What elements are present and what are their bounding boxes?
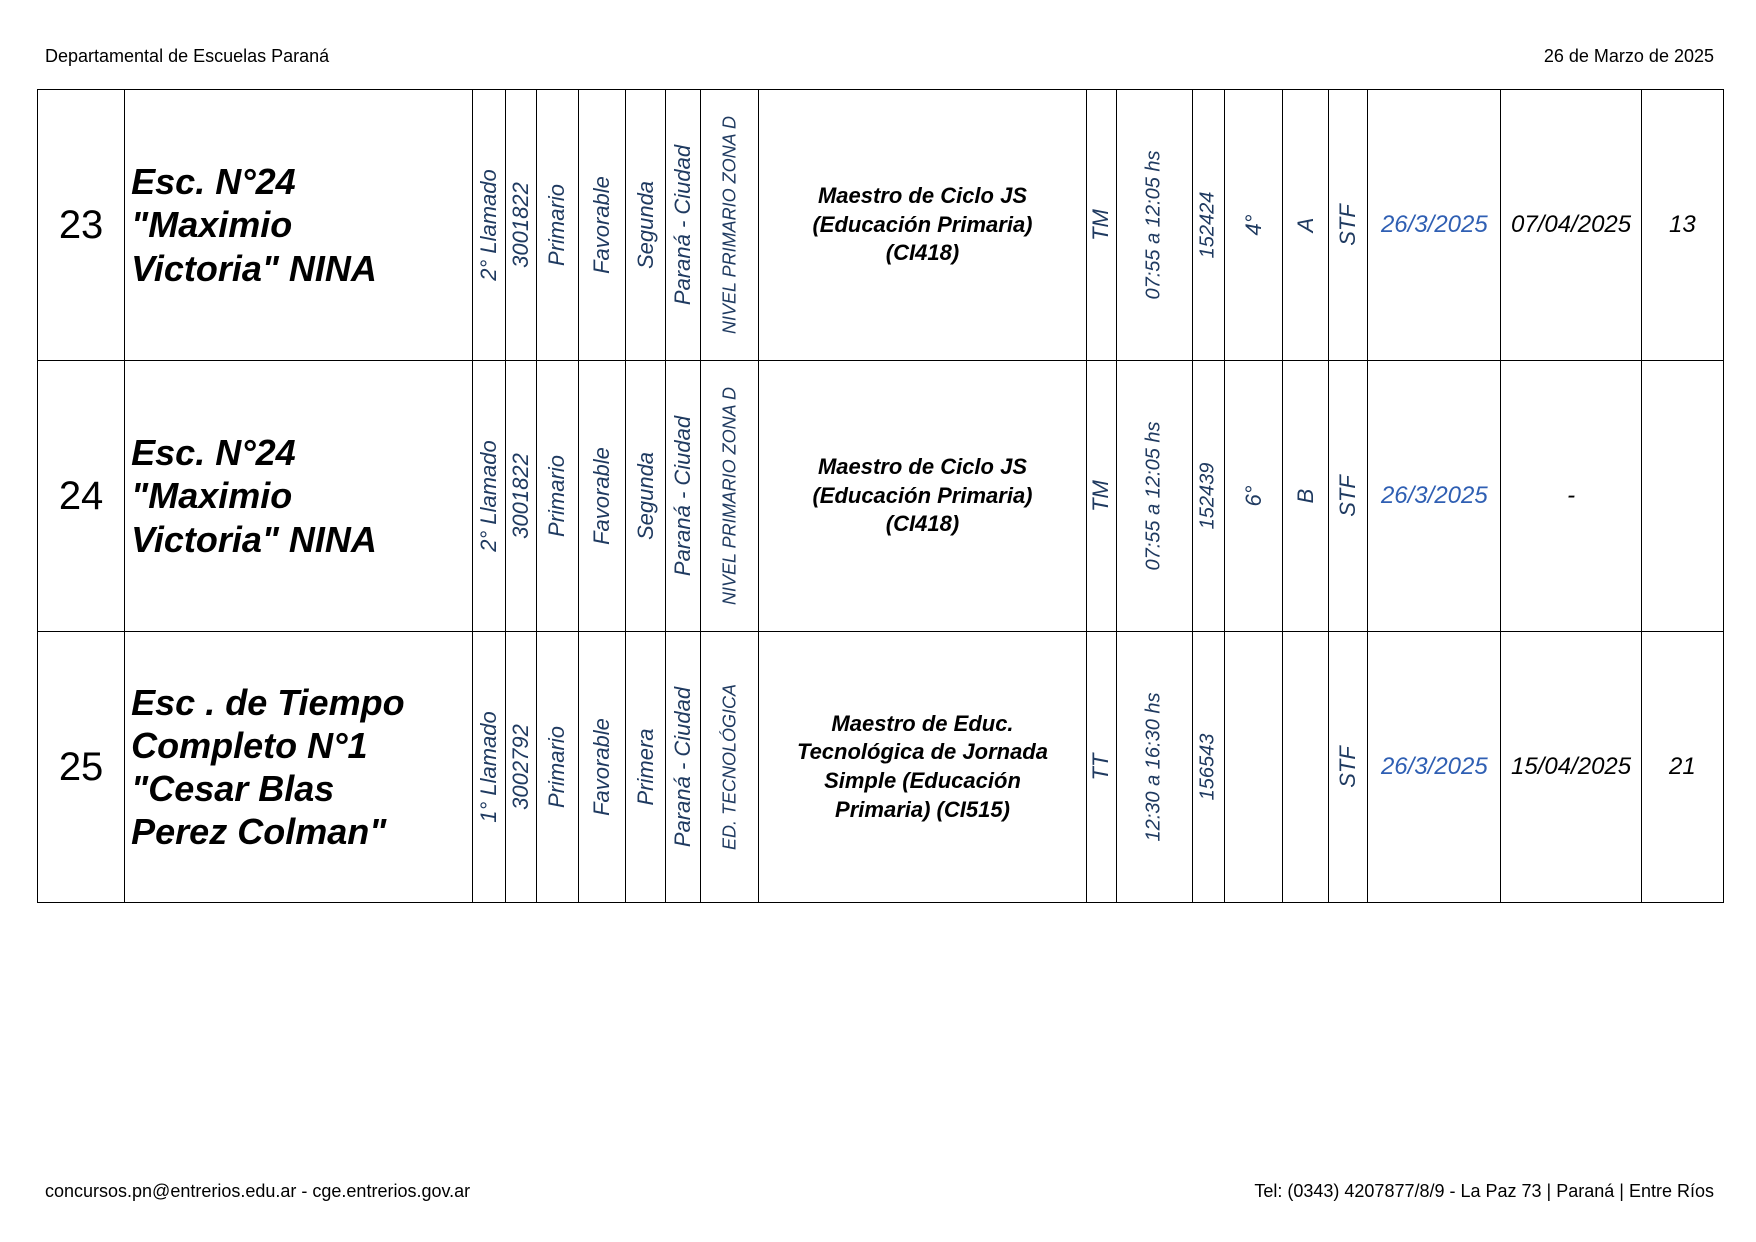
caracter: STF	[1335, 204, 1361, 246]
school-name	[125, 90, 473, 361]
dias: 21	[1641, 632, 1723, 903]
localidad: Paraná - Ciudad	[670, 686, 696, 848]
grado-cell	[1224, 361, 1282, 632]
llamado-cell	[472, 90, 505, 361]
cargo-cell	[759, 632, 1087, 903]
zona-cell	[578, 632, 625, 903]
school-line: Esc. N°24	[131, 161, 296, 203]
categoria: Segunda	[632, 180, 658, 270]
cargo-line: Primaria) (CI515)	[835, 796, 1010, 822]
row-number: 23	[38, 90, 125, 361]
direccion: NIVEL PRIMARIO ZONA D	[719, 386, 740, 606]
fecha: 26/3/2025	[1368, 361, 1501, 632]
table-row	[38, 90, 1724, 361]
cargo-line: (Educación Primaria)	[812, 211, 1033, 237]
cupof-cell	[1192, 361, 1224, 632]
codigo: 3001822	[507, 453, 533, 539]
footer-contact-email: concursos.pn@entrerios.edu.ar - cge.entrerios.gov.ar	[45, 1181, 471, 1201]
localidad-cell	[666, 361, 701, 632]
seccion-cell	[1283, 361, 1329, 632]
vacancies-table	[37, 89, 1724, 903]
cargo-line: Maestro de Ciclo JS	[817, 183, 1028, 209]
cupof: 156543	[1196, 733, 1219, 801]
nivel: Primario	[544, 184, 570, 266]
fecha-fin: -	[1501, 361, 1641, 632]
school-line: Victoria" NINA	[131, 518, 377, 560]
fecha: 26/3/2025	[1368, 632, 1501, 903]
cargo-line: Maestro de Ciclo JS	[817, 454, 1028, 480]
seccion: A	[1292, 217, 1318, 233]
nivel-cell	[536, 90, 578, 361]
school-line: Esc . de Tiempo	[131, 681, 405, 723]
cupof: 152439	[1196, 462, 1219, 530]
horario: 07:55 a 12:05 hs	[1142, 150, 1165, 300]
direccion-cell	[701, 361, 759, 632]
school-line: "Maximio	[131, 204, 293, 246]
turno-cell	[1086, 90, 1116, 361]
school-line: "Maximio	[131, 475, 293, 517]
llamado: 1° Llamado	[475, 711, 501, 823]
codigo-cell	[505, 90, 536, 361]
cupof: 152424	[1196, 191, 1219, 259]
zona: Favorable	[588, 176, 614, 274]
localidad-cell	[666, 632, 701, 903]
dias	[1641, 361, 1723, 632]
cupof-cell	[1192, 90, 1224, 361]
caracter-cell	[1329, 90, 1368, 361]
codigo: 3001822	[507, 182, 533, 268]
fecha: 26/3/2025	[1368, 90, 1501, 361]
nivel: Primario	[544, 455, 570, 537]
direccion-cell	[701, 90, 759, 361]
categoria-cell	[625, 632, 665, 903]
grado: 4°	[1240, 214, 1266, 236]
localidad: Paraná - Ciudad	[670, 144, 696, 306]
zona-cell	[578, 90, 625, 361]
codigo-cell	[505, 632, 536, 903]
nivel-cell	[536, 361, 578, 632]
localidad: Paraná - Ciudad	[670, 415, 696, 577]
categoria-cell	[625, 361, 665, 632]
fecha-fin: 15/04/2025	[1501, 632, 1641, 903]
nivel: Primario	[544, 726, 570, 808]
grado: 6°	[1240, 485, 1266, 507]
seccion-cell	[1283, 90, 1329, 361]
grado-cell	[1224, 90, 1282, 361]
horario: 12:30 a 16:30 hs	[1142, 692, 1165, 842]
categoria: Primera	[632, 728, 658, 806]
horario: 07:55 a 12:05 hs	[1142, 421, 1165, 571]
cargo-line: (CI418)	[885, 511, 960, 537]
turno-cell	[1086, 632, 1116, 903]
llamado-cell	[472, 361, 505, 632]
turno: TT	[1088, 753, 1114, 781]
direccion-cell	[701, 632, 759, 903]
dias: 13	[1641, 90, 1723, 361]
row-number: 24	[38, 361, 125, 632]
seccion-cell	[1283, 632, 1329, 903]
cargo-line: Simple (Educación	[824, 768, 1021, 793]
table-row	[38, 632, 1724, 903]
categoria-cell	[625, 90, 665, 361]
caracter: STF	[1335, 746, 1361, 788]
zona: Favorable	[588, 718, 614, 816]
cargo-line: (CI418)	[885, 240, 960, 266]
horario-cell	[1116, 632, 1192, 903]
direccion: ED. TECNOLÓGICA	[719, 683, 740, 851]
cargo-line: Maestro de Educ.	[831, 710, 1014, 736]
school-line: Perez Colman"	[131, 811, 387, 853]
header-left: Departamental de Escuelas Paraná	[45, 46, 330, 66]
llamado: 2° Llamado	[475, 440, 501, 552]
caracter: STF	[1335, 475, 1361, 517]
grado-cell	[1224, 632, 1282, 903]
turno-cell	[1086, 361, 1116, 632]
horario-cell	[1116, 90, 1192, 361]
nivel-cell	[536, 632, 578, 903]
horario-cell	[1116, 361, 1192, 632]
table-row	[38, 361, 1724, 632]
zona-cell	[578, 361, 625, 632]
caracter-cell	[1329, 361, 1368, 632]
fecha-fin: 07/04/2025	[1501, 90, 1641, 361]
zona: Favorable	[588, 447, 614, 545]
seccion: B	[1292, 488, 1318, 504]
codigo: 3002792	[507, 724, 533, 810]
footer-contact-address: Tel: (0343) 4207877/8/9 - La Paz 73 | Paraná | Entre Ríos	[1254, 1181, 1714, 1201]
cargo-line: (Educación Primaria)	[812, 482, 1033, 508]
school-line: Completo N°1	[131, 724, 368, 766]
cargo-cell	[759, 90, 1087, 361]
llamado: 2° Llamado	[475, 169, 501, 281]
cargo-cell	[759, 361, 1087, 632]
turno: TM	[1088, 209, 1114, 241]
row-number: 25	[38, 632, 125, 903]
header-date: 26 de Marzo de 2025	[1543, 46, 1714, 66]
localidad-cell	[666, 90, 701, 361]
llamado-cell	[472, 632, 505, 903]
codigo-cell	[505, 361, 536, 632]
direccion: NIVEL PRIMARIO ZONA D	[719, 115, 740, 335]
school-line: "Cesar Blas	[131, 768, 335, 809]
categoria: Segunda	[632, 451, 658, 541]
turno: TM	[1088, 480, 1114, 512]
cargo-line: Tecnológica de Jornada	[796, 739, 1048, 765]
school-name	[125, 361, 473, 632]
school-name	[125, 632, 473, 903]
school-line: Esc. N°24	[131, 432, 296, 474]
school-line: Victoria" NINA	[131, 247, 377, 289]
cupof-cell	[1192, 632, 1224, 903]
caracter-cell	[1329, 632, 1368, 903]
